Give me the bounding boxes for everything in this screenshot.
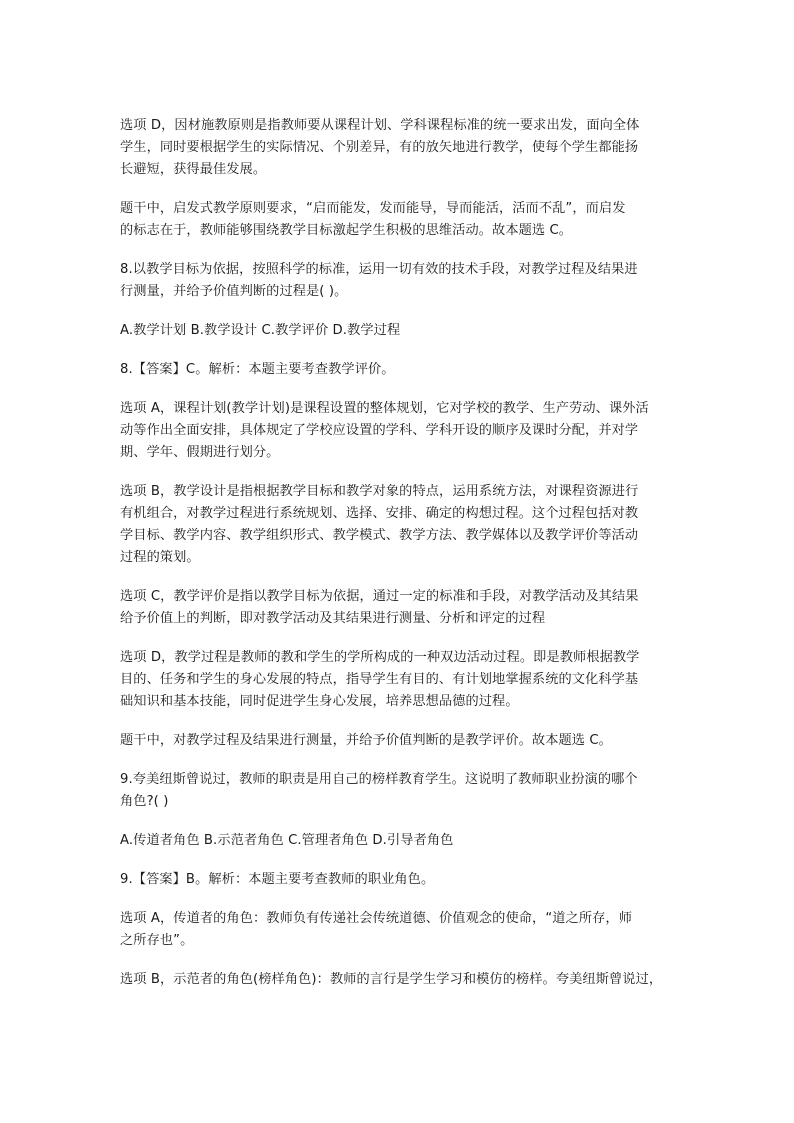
text-line: 选项 D，教学过程是教师的教和学生的学所构成的一种双边活动过程。即是教师根据教学: [120, 650, 640, 665]
text-line: 8.以教学目标为依据，按照科学的标准，运用一切有效的技术手段，对教学过程及结果进: [120, 262, 638, 277]
text-line: 行测量，并给予价值判断的过程是( )。: [120, 284, 348, 299]
text-line: 的标志在于，教师能够围绕教学目标激起学生积极的思维活动。故本题选 C。: [120, 223, 573, 238]
text-line: A.传道者角色 B.示范者角色 C.管理者角色 D.引导者角色: [120, 833, 454, 848]
text-line: 选项 C，教学评价是指以教学目标为依据，通过一定的标准和手段，对教学活动及其结果: [120, 589, 639, 604]
text-line: 过程的策划。: [120, 550, 200, 565]
question-9-options: [120, 830, 680, 852]
paragraph-stem-conclusion-2: [120, 730, 680, 752]
text-line: 选项 A，传道者的角色：教师负有传递社会传统道德、价值观念的使命，“道之所存，师: [120, 911, 632, 926]
text-line: 础知识和基本技能，同时促进学生身心发展，培养思想品德的过程。: [120, 694, 519, 709]
text-line: 选项 A，课程计划(教学计划)是课程设置的整体规划，它对学校的教学、生产劳动、课外活: [120, 401, 649, 416]
text-line: 长避短，获得最佳发展。: [120, 162, 267, 177]
question-9-answer: [120, 869, 680, 891]
text-line: 选项 D，因材施教原则是指教师要从课程计划、学科课程标准的统一要求出发，面向全体: [120, 118, 640, 133]
paragraph-option-d-explanation-2: [120, 647, 680, 713]
text-line: 给予价值上的判断，即对教学活动及其结果进行测量、分析和评定的过程: [120, 611, 546, 626]
question-9: [120, 769, 680, 813]
text-line: 8.【答案】C。解析：本题主要考查教学评价。: [120, 362, 395, 377]
text-line: 选项 B，示范者的角色(榜样角色)：教师的言行是学生学习和模仿的榜样。夸美纽斯曾说过，: [120, 972, 663, 987]
question-8-answer: [120, 359, 680, 381]
text-line: 之所存也”。: [120, 933, 194, 948]
text-line: 有机组合，对教学过程进行系统规划、选择、安排、确定的构想过程。这个过程包括对教: [120, 506, 639, 521]
text-line: 9.夸美纽斯曾说过，教师的职责是用自己的榜样教育学生。这说明了教师职业扮演的哪个: [120, 772, 638, 787]
question-8: [120, 259, 680, 303]
paragraph-role-b-explanation: [120, 969, 680, 991]
text-line: 期、学年、假期进行划分。: [120, 445, 280, 460]
text-line: 9.【答案】B。解析：本题主要考查教师的职业角色。: [120, 872, 435, 887]
text-line: 目的、任务和学生的身心发展的特点，指导学生有目的、有计划地掌握系统的文化科学基: [120, 672, 639, 687]
text-line: 选项 B，教学设计是指根据教学目标和教学对象的特点，运用系统方法，对课程资源进行: [120, 484, 639, 499]
question-8-options: [120, 320, 680, 342]
paragraph-option-c-explanation: [120, 586, 680, 630]
paragraph-option-a-explanation: [120, 398, 680, 464]
paragraph-option-b-explanation: [120, 481, 680, 569]
paragraph-stem-conclusion: [120, 198, 680, 242]
document-body: [120, 115, 680, 1008]
text-line: A.教学计划 B.教学设计 C.教学评价 D.教学过程: [120, 323, 401, 338]
paragraph-option-d-explanation: [120, 115, 680, 181]
text-line: 动等作出全面安排，具体规定了学校应设置的学科、学科开设的顺序及课时分配，并对学: [120, 423, 639, 438]
text-line: 角色?( ): [120, 794, 169, 809]
text-line: 题干中，启发式教学原则要求，“启而能发，发而能导，导而能活，活而不乱”，而启发: [120, 201, 626, 216]
text-line: 题干中，对教学过程及结果进行测量，并给予价值判断的是教学评价。故本题选 C。: [120, 733, 612, 748]
paragraph-role-a-explanation: [120, 908, 680, 952]
text-line: 学生，同时要根据学生的实际情况、个别差异，有的放矢地进行教学，使每个学生都能扬: [120, 140, 639, 155]
text-line: 学目标、教学内容、教学组织形式、教学模式、教学方法、教学媒体以及教学评价等活动: [120, 528, 639, 543]
